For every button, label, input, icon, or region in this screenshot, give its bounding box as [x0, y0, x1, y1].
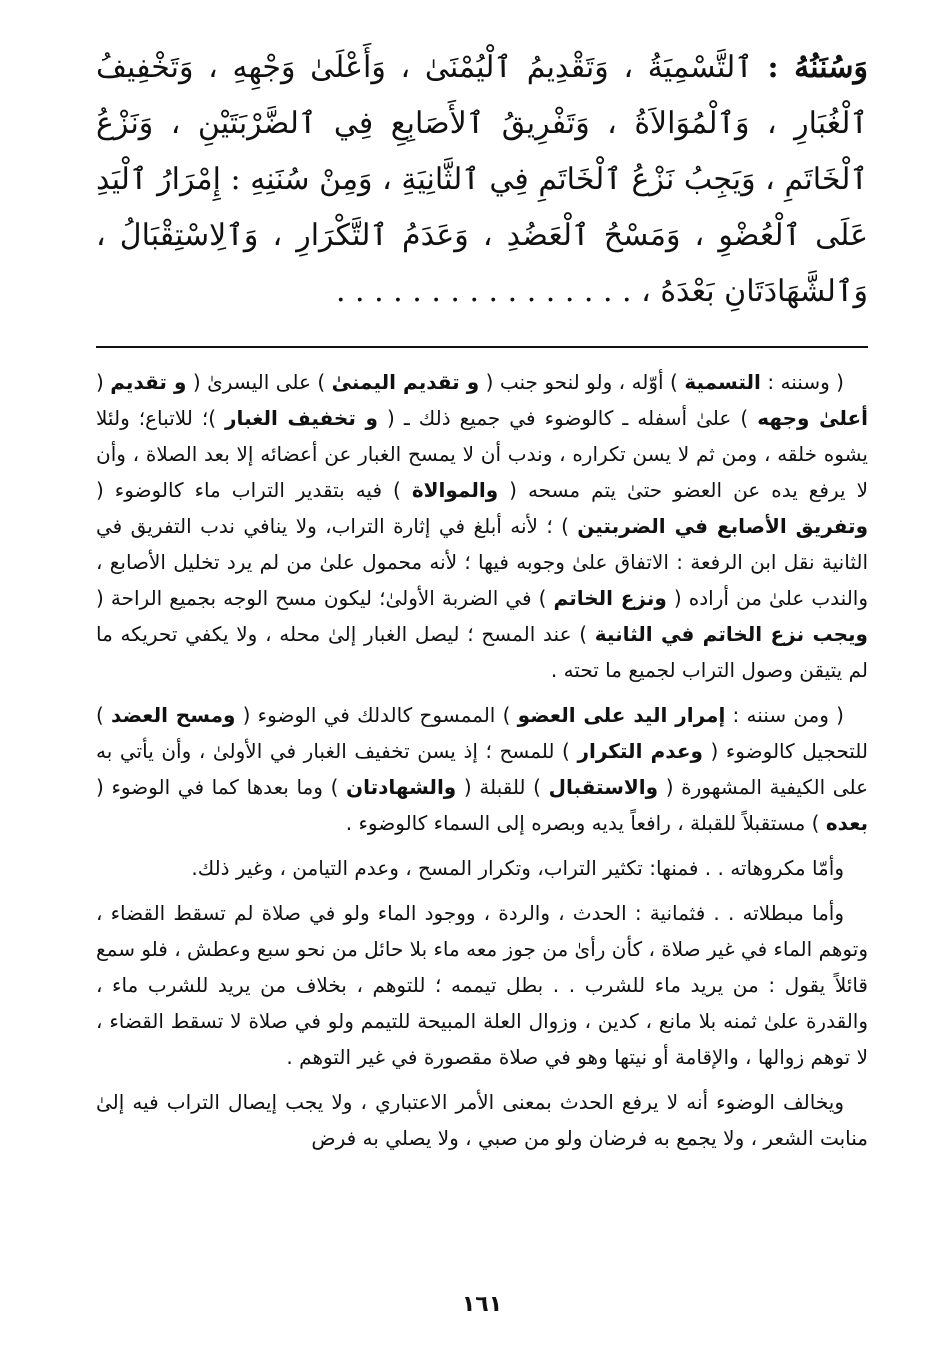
- text-run: ) مستقبلاً للقبلة ، رافعاً يديه وبصره إلى السماء كالوضوء .: [345, 811, 826, 835]
- text-run: ) علىٰ أسفله ـ كالوضوء في جميع ذلك ـ (: [377, 406, 758, 430]
- commentary: [96, 364, 868, 1156]
- text-run: ( ومن سننه :: [725, 703, 844, 727]
- quoted-term: والموالاة: [411, 478, 499, 502]
- quoted-term: والشهادتان: [346, 775, 457, 799]
- text-run: ( وسننه :: [760, 370, 844, 394]
- book-page: [96, 40, 869, 1317]
- text-run: (: [96, 370, 111, 394]
- quoted-term: ويجب نزع الخاتم في الثانية: [594, 622, 868, 646]
- text-run: ) عند المسح ؛ ليصل الغبار إلىٰ محله ، ولا يكفي تحريكه ما لم يتيقن وصول التراب لجميع ما تحته .: [96, 622, 868, 682]
- text-run: )؛ للاتباع؛ ولئلا يشوه خلقه ، ومن ثم لا يسن تكراره ، وندب أن لا يمسح الغبار عن أعضائه إلا بعد الصلاة ، وأن لا يرفع يده عن العضو حتىٰ يتم مسحه (: [96, 406, 868, 502]
- text-run: ) ؛ لأنه أبلغ في إثارة التراب، ولا ينافي ندب التفريق في الثانية نقل ابن الرفعة : الاتفاق علىٰ وجوبه فيها ؛ لأنه محمول علىٰ من لم يرد تخليل الأصابع ، والندب علىٰ من أراده (: [96, 514, 869, 610]
- quoted-term: التسمية: [684, 370, 761, 394]
- text-run: ) للمسح ؛ إذ يسن تخفيف الغبار في الأولىٰ ، وأن يأتي به على الكيفية المشهورة (: [96, 739, 868, 799]
- quoted-term: و تقديم اليمنىٰ: [331, 370, 480, 394]
- text-run: ) للقبلة (: [456, 775, 549, 799]
- quoted-term: وعدم التكرار: [577, 739, 703, 763]
- quoted-term: ونزع الخاتم: [553, 586, 667, 610]
- footnote-divider: [96, 346, 868, 348]
- main-text-body: ٱلتَّسْمِيَةُ ، وَتَقْدِيمُ ٱلْيُمْنَىٰ ، وَأَعْلَىٰ وَجْهِهِ ، وَتَخْفِيفُ ٱلْغُبَارِ ، وَٱلْمُوَالاَةُ ، وَتَفْرِيقُ ٱلأَصَابِعِ فِي ٱلضَّرْبَتَيْنِ ، وَنَزْعُ ٱلْخَاتَمِ ، وَيَجِبُ نَزْعُ ٱلْخَاتَمِ فِي ٱلثَّانِيَةِ ، وَمِنْ سُنَنِهِ : إِمْرَارُ ٱلْيَدِ عَلَى ٱلْعُضْوِ ، وَمَسْحُ ٱلْعَضُدِ ، وَعَدَمُ ٱلتَّكْرَارِ ، وَٱلِاسْتِقْبَالُ ، وَٱلشَّهَادَتَانِ بَعْدَهُ ، . . . . . . . . . . . . . . . .: [96, 50, 868, 309]
- text-run: ) على اليسرىٰ (: [186, 370, 332, 394]
- text-run: ) أوّله ، ولو لنحو جنب (: [479, 370, 685, 394]
- quoted-term: إمرار اليد على العضو: [517, 703, 726, 727]
- quoted-term: و تخفيف الغبار: [225, 406, 378, 430]
- quoted-term: و تقديم: [110, 370, 187, 394]
- commentary-paragraph-1: [96, 364, 868, 688]
- quoted-term: أعلىٰ وجهه: [757, 406, 868, 430]
- commentary-paragraph-5: ويخالف الوضوء أنه لا يرفع الحدث بمعنى الأمر الاعتباري ، ولا يجب إيصال التراب فيه إلىٰ منابت الشعر ، ولا يجمع به فرضان ولو من صبي ، ولا يصلي به فرض: [96, 1090, 868, 1150]
- text-run: ) في الضربة الأولىٰ؛ ليكون مسح الوجه بجميع الراحة (: [96, 586, 554, 610]
- text-run: ) وما بعدها كما في الوضوء (: [96, 775, 347, 799]
- text-run: ) فيه بتقدير التراب ماء كالوضوء (: [96, 478, 412, 502]
- quoted-term: والاستقبال: [548, 775, 659, 799]
- main-text-lead: وَسُنَنُهُ :: [767, 50, 868, 85]
- quoted-term: بعده: [825, 811, 868, 835]
- quoted-term: وتفريق الأصابع في الضربتين: [577, 514, 869, 538]
- text-run: ) الممسوح كالدلك في الوضوء (: [235, 703, 518, 727]
- main-text: [96, 40, 868, 320]
- commentary-paragraph-2: [96, 697, 868, 841]
- commentary-paragraph-3: وأمّا مكروهاته . . فمنها: تكثير التراب، وتكرار المسح ، وعدم التيامن ، وغير ذلك.: [191, 856, 844, 880]
- commentary-paragraph-4: وأما مبطلاته . . فثمانية : الحدث ، والردة ، ووجود الماء ولو في صلاة لم تسقط القضاء ، وتوهم الماء في غير صلاة ، كأن رأىٰ من جوز معه ماء بلا حائل من نحو سبع وعطش ، فلو سمع قائلاً يقول : من يريد ماء للشرب . . بطل تيممه ؛ للتوهم ، بخلاف من يريد للشرب ماء ، والقدرة علىٰ ثمنه بلا مانع ، كدين ، وزوال العلة المبيحة للتيمم ولو في صلاة لا تسقط القضاء ، لا توهم زوالها ، والإقامة أو نيتها وهو في صلاة مقصورة في غير التوهم .: [96, 901, 868, 1069]
- text-run: ) للتحجيل كالوضوء (: [96, 703, 868, 763]
- page-number: ١٦١: [461, 1292, 503, 1317]
- quoted-term: ومسح العضد: [111, 703, 236, 727]
